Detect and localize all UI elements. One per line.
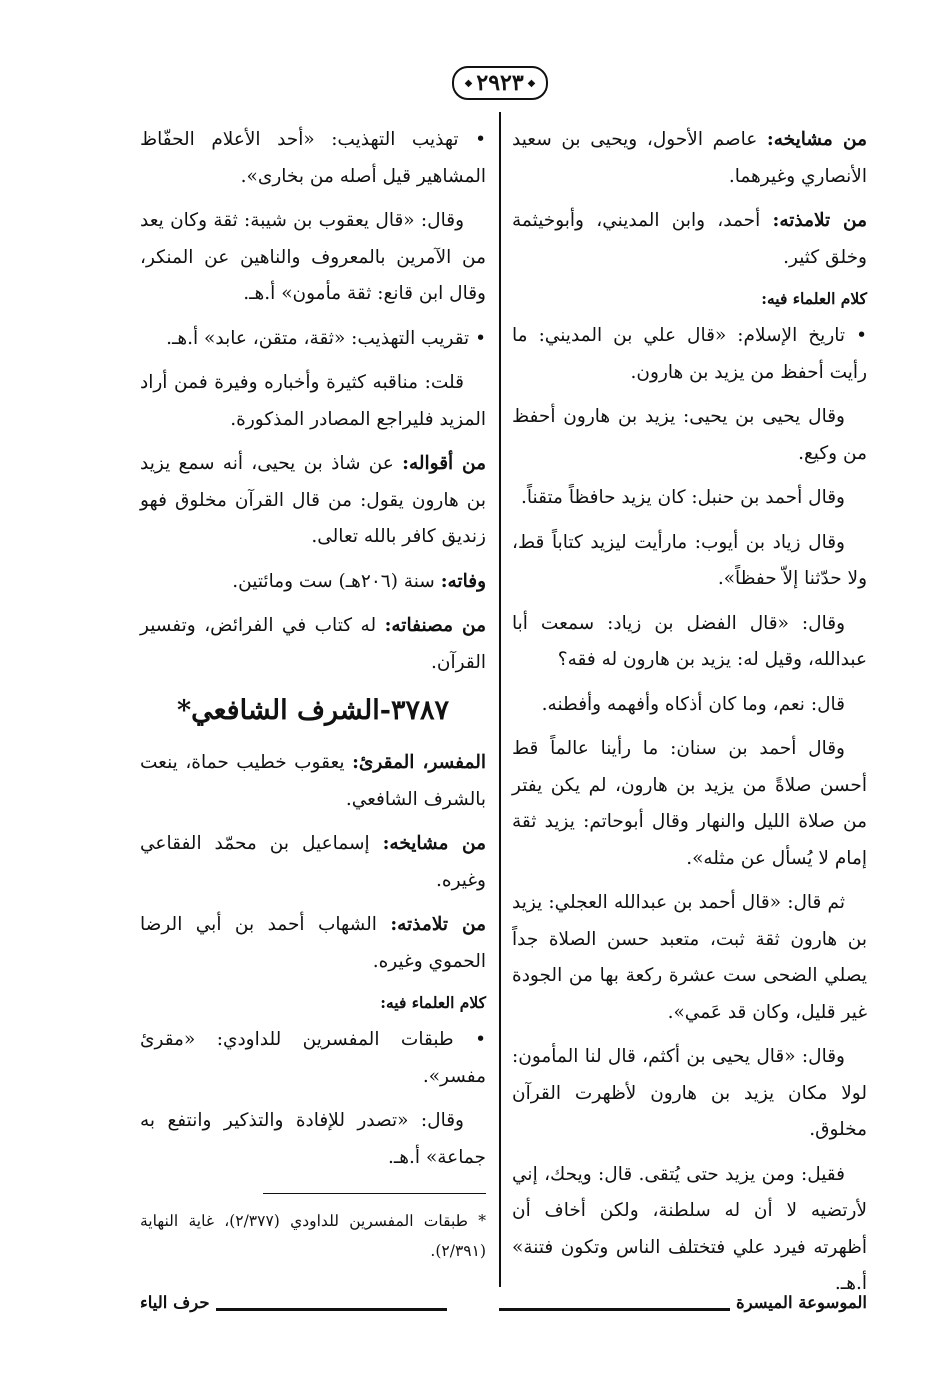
page-footer [140, 1289, 867, 1315]
students-label: من تلامذته: [772, 210, 867, 231]
quote-paragraph: • تقريب التهذيب: «ثقة، متقن، عابد» أ.هـ. [166, 327, 486, 349]
note-paragraph: قلت: مناقبه كثيرة وأخباره وفيرة فمن أراد المزيد فليراجع المصادر المذكورة. [140, 372, 486, 430]
page-number: ٢٩٢٣ [476, 70, 524, 96]
quote-paragraph: وقال: «تصدر للإفادة والتذكير وانتفع به جماعة» أ.هـ. [140, 1110, 486, 1168]
quote-paragraph: ثم قال: «قال أحمد بن عبدالله العجلي: يزيد بن هارون ثقة ثبت، متعبد حسن الصلاة جداً يصلي الضحى ست عشرة ركعة بها من الجودة غير قليل، وكان قد عَمي». [512, 892, 867, 1023]
left-column [140, 122, 486, 1184]
footnote-rule [263, 1193, 486, 1194]
quote-paragraph: وقال أحمد بن حنبل: كان يزيد حافظاً متقناً. [520, 487, 845, 508]
death-label: وفاته: [440, 570, 486, 592]
entry-title: ٣٧٨٧-الشرف الشافعي* [177, 695, 449, 726]
bio-paragraph: المفسر، المقرئ: يعقوب خطيب حماة، ينعت بالشرف الشافعي. [140, 752, 486, 810]
ornament-dot-icon: ◆ [464, 77, 473, 89]
works-label: من مصنفاته: [384, 615, 486, 636]
series-title: الموسوعة الميسرة [735, 1292, 867, 1312]
quote-paragraph: فقيل: ومن يزيد حتى يُتقى. قال: ويحك، إني لأرتضيه لا أن له سلطنة، ولكن أخاف أن أظهرته فيرد علي فتختلف الناس وتكون فتنة» أ.هـ. [512, 1163, 867, 1294]
sayings-paragraph: من أقواله: عن شاذ بن يحيى، أنه سمع يزيد بن هارون يقول: من قال القرآن مخلوق فهو زنديق كافر بالله تعالى. [140, 453, 486, 547]
students-label: من تلامذته: [390, 914, 487, 935]
students-paragraph: من تلامذته: الشهاب أحمد بن أبي الرضا الحموي وغيره. [140, 914, 487, 972]
right-column [512, 122, 867, 1311]
quote-paragraph: قال: نعم، وما كان أذكاه وأفهمه وأفطنه. [541, 693, 845, 715]
teachers-label: من مشايخه: [382, 833, 486, 854]
bio-label: المفسر، المقرئ: [352, 752, 486, 773]
quote-paragraph: • طبقات المفسرين للداودي: «مقرئ مفسر». [140, 1029, 486, 1087]
scholars-heading: كلام العلماء فيه: [761, 289, 867, 308]
footnote: * طبقات المفسرين للداودي (٢/٣٧٧)، غاية النهاية (٢/٣٩١). [140, 1212, 486, 1260]
students-paragraph: من تلامذته: أحمد، وابن المديني، وأبوخيثمة وخلق كثير. [512, 210, 867, 268]
ornament-dot-icon: ◆ [527, 77, 536, 89]
column-divider [499, 112, 501, 1287]
footer-rule [216, 1308, 447, 1311]
section-name: حرف الياء [140, 1292, 210, 1312]
teachers-label: من مشايخه: [766, 129, 867, 150]
quote-paragraph: • تاريخ الإسلام: «قال علي بن المديني: ما رأيت أحفظ من يزيد بن هارون. [512, 325, 867, 383]
death-paragraph: وفاته: سنة (٢٠٦هـ) ست ومائتين. [232, 570, 486, 592]
scholars-heading: كلام العلماء فيه: [380, 993, 486, 1012]
quote-paragraph: وقال زياد بن أيوب: مارأيت ليزيد كتاباً قط، ولا حدّثنا إلاّ حفظاً». [512, 531, 867, 589]
footer-rule [499, 1308, 730, 1311]
page-number-badge [452, 66, 548, 100]
teachers-paragraph: من مشايخه: عاصم الأحول، ويحيى بن سعيد الأنصاري وغيرهما. [512, 129, 867, 187]
sayings-label: من أقواله: [402, 453, 486, 474]
quote-paragraph: وقال يحيى بن يحيى: يزيد بن هارون أحفظ من وكيع. [512, 406, 867, 464]
quote-paragraph: وقال أحمد بن سنان: ما رأينا عالماً قط أحسن صلاةً من يزيد بن هارون، لم يكن يفتر من صلاة الليل والنهار وقال أبوحاتم: يزيد ثقة إمام لا يُسأل عن مثله». [512, 738, 867, 869]
quote-paragraph: وقال: «قال يحيى بن أكثم، قال لنا المأمون: لولا مكان يزيد بن هارون لأظهرت القرآن مخلوق. [512, 1046, 867, 1140]
works-paragraph: من مصنفاته: له كتاب في الفرائض، وتفسير القرآن. [140, 615, 486, 673]
teachers-paragraph: من مشايخه: إسماعيل بن محمّد الفقاعي وغيره. [140, 833, 486, 891]
quote-paragraph: • تهذيب التهذيب: «أحد الأعلام الحفّاظ المشاهير قيل أصله من بخارى». [140, 129, 486, 187]
quote-paragraph: وقال: «قال يعقوب بن شيبة: ثقة وكان يعد من الآمرين بالمعروف والناهين عن المنكر، وقال ابن قانع: ثقة مأمون» أ.هـ. [140, 210, 486, 304]
quote-paragraph: وقال: «قال الفضل بن زياد: سمعت أبا عبدالله، وقيل له: يزيد بن هارون له فقه؟ [512, 612, 867, 670]
